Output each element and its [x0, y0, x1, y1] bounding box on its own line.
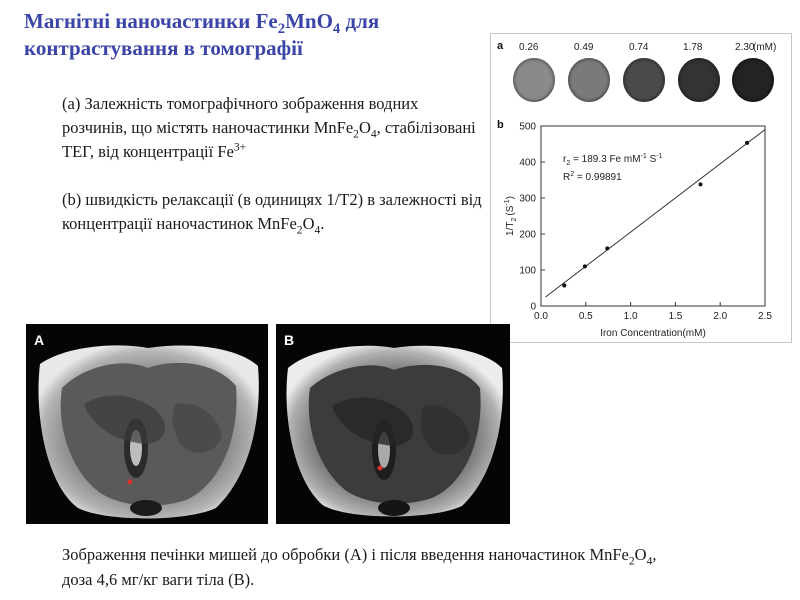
mri-scan-b	[276, 324, 510, 524]
y-axis-label-main: 1/T	[505, 221, 516, 236]
description-b-mid: O	[302, 214, 315, 233]
r2-sup2: -1	[656, 153, 663, 160]
description-a-sub1: 2	[353, 128, 359, 141]
x-tick-label: 2.0	[713, 311, 728, 322]
data-point	[583, 264, 587, 268]
y-tick-label: 100	[519, 265, 536, 277]
conc-unit-label: (mM)	[753, 42, 777, 53]
description-a	[62, 92, 482, 164]
panel-a-letter: a	[497, 40, 504, 52]
mri-image-a	[26, 324, 268, 524]
conc-label-2: 0.49	[574, 42, 594, 53]
description-b-text: (b) швидкість релаксації (в одиницях 1/T2) в залежності від концентрації наночастинок MnFe	[62, 190, 482, 233]
x-axis-label: Iron Concentration(mM)	[600, 328, 706, 339]
x-tick-label: 0.0	[534, 311, 548, 322]
mri-image-b	[276, 324, 510, 524]
description-b	[62, 188, 482, 236]
title-line1-prefix: Магнітні наночастинки Fe	[24, 9, 278, 33]
y-axis-label-unit: (S	[505, 205, 516, 216]
data-point	[562, 283, 566, 287]
x-tick-label: 1.5	[668, 311, 683, 322]
description-b-end: .	[320, 214, 325, 233]
y-tick-label: 500	[519, 121, 536, 133]
description-b-sub1: 2	[296, 224, 303, 237]
y-tick-label: 200	[519, 229, 536, 241]
relaxation-chart	[491, 114, 791, 342]
caption-suffix: , доза 4,6 мг/кг ваги тіла (В).	[62, 545, 657, 589]
figure-description	[62, 92, 482, 260]
r2-sup1: -1	[640, 153, 647, 160]
r2-value: = 189.3 Fe mM	[570, 154, 641, 165]
r2-unit: S	[646, 154, 657, 165]
caption-sub2: 4	[646, 555, 653, 568]
x-tick-label: 1.0	[623, 311, 638, 322]
x-tick-label: 0.5	[578, 311, 593, 322]
y-axis-label-sub: 2	[511, 217, 518, 222]
plot-frame	[541, 126, 765, 306]
phantom-disc-5	[732, 58, 774, 102]
phantom-disc-2	[568, 58, 610, 102]
mri-scan-a	[26, 324, 268, 524]
mri-label-a: A	[34, 332, 45, 348]
title-line2: контрастування в томографії	[24, 36, 303, 60]
description-a-rest: , стабілізовані ТЕГ, від концентрації Fe	[62, 118, 476, 161]
slide-title	[24, 8, 494, 62]
r2-sub: 2	[566, 160, 571, 167]
conc-label-1: 0.26	[519, 42, 539, 53]
phantom-disc-3	[623, 58, 665, 102]
conc-label-3: 0.74	[629, 42, 649, 53]
description-a-mid: O	[358, 118, 371, 137]
y-tick-label: 300	[519, 193, 536, 205]
description-a-sup: 3+	[233, 141, 247, 154]
conc-label-5: 2.30	[735, 42, 755, 53]
title-sub-2: 4	[332, 21, 341, 38]
caption-text: Зображення печінки мишей до обробки (А) і після введення наночастинок MnFe	[62, 545, 629, 564]
description-b-sub2: 4	[314, 224, 321, 237]
phantom-disc-4	[678, 58, 720, 102]
y-axis-label	[504, 196, 518, 236]
phantom-panel	[491, 34, 791, 114]
conc-label-4: 1.78	[683, 42, 703, 53]
title-line1-mid: MnO	[285, 9, 333, 33]
axis-ticks	[519, 122, 772, 323]
relaxivity-figure	[490, 33, 792, 343]
R2-value: = 0.99891	[574, 172, 622, 183]
panel-b-letter: b	[497, 119, 504, 131]
description-a-text: (a) Залежність томографічного зображення водних розчинів, що містять наночастинки MnFe	[62, 94, 419, 137]
R2-prefix: R	[563, 172, 571, 183]
mri-label-b: B	[284, 332, 295, 348]
title-sub-1: 2	[277, 21, 286, 38]
caption-sub1: 2	[628, 555, 635, 568]
R2-annotation	[563, 171, 622, 183]
r2-annotation	[563, 153, 663, 167]
data-point	[745, 141, 749, 145]
y-axis-label-close: )	[505, 196, 516, 200]
x-tick-label: 2.5	[758, 311, 772, 322]
data-point	[698, 182, 702, 186]
caption-mid: O	[634, 545, 647, 564]
y-tick-label: 400	[519, 157, 536, 169]
r2-prefix: r	[563, 154, 567, 165]
R2-sup: 2	[570, 171, 575, 178]
y-axis-label-sup: -1	[504, 199, 511, 206]
phantom-disc-1	[513, 58, 555, 102]
mri-caption	[62, 542, 682, 592]
title-line1-suffix: для	[340, 9, 380, 33]
description-a-sub2: 4	[370, 128, 377, 141]
y-tick-label: 0	[530, 301, 536, 313]
data-point	[605, 246, 609, 250]
